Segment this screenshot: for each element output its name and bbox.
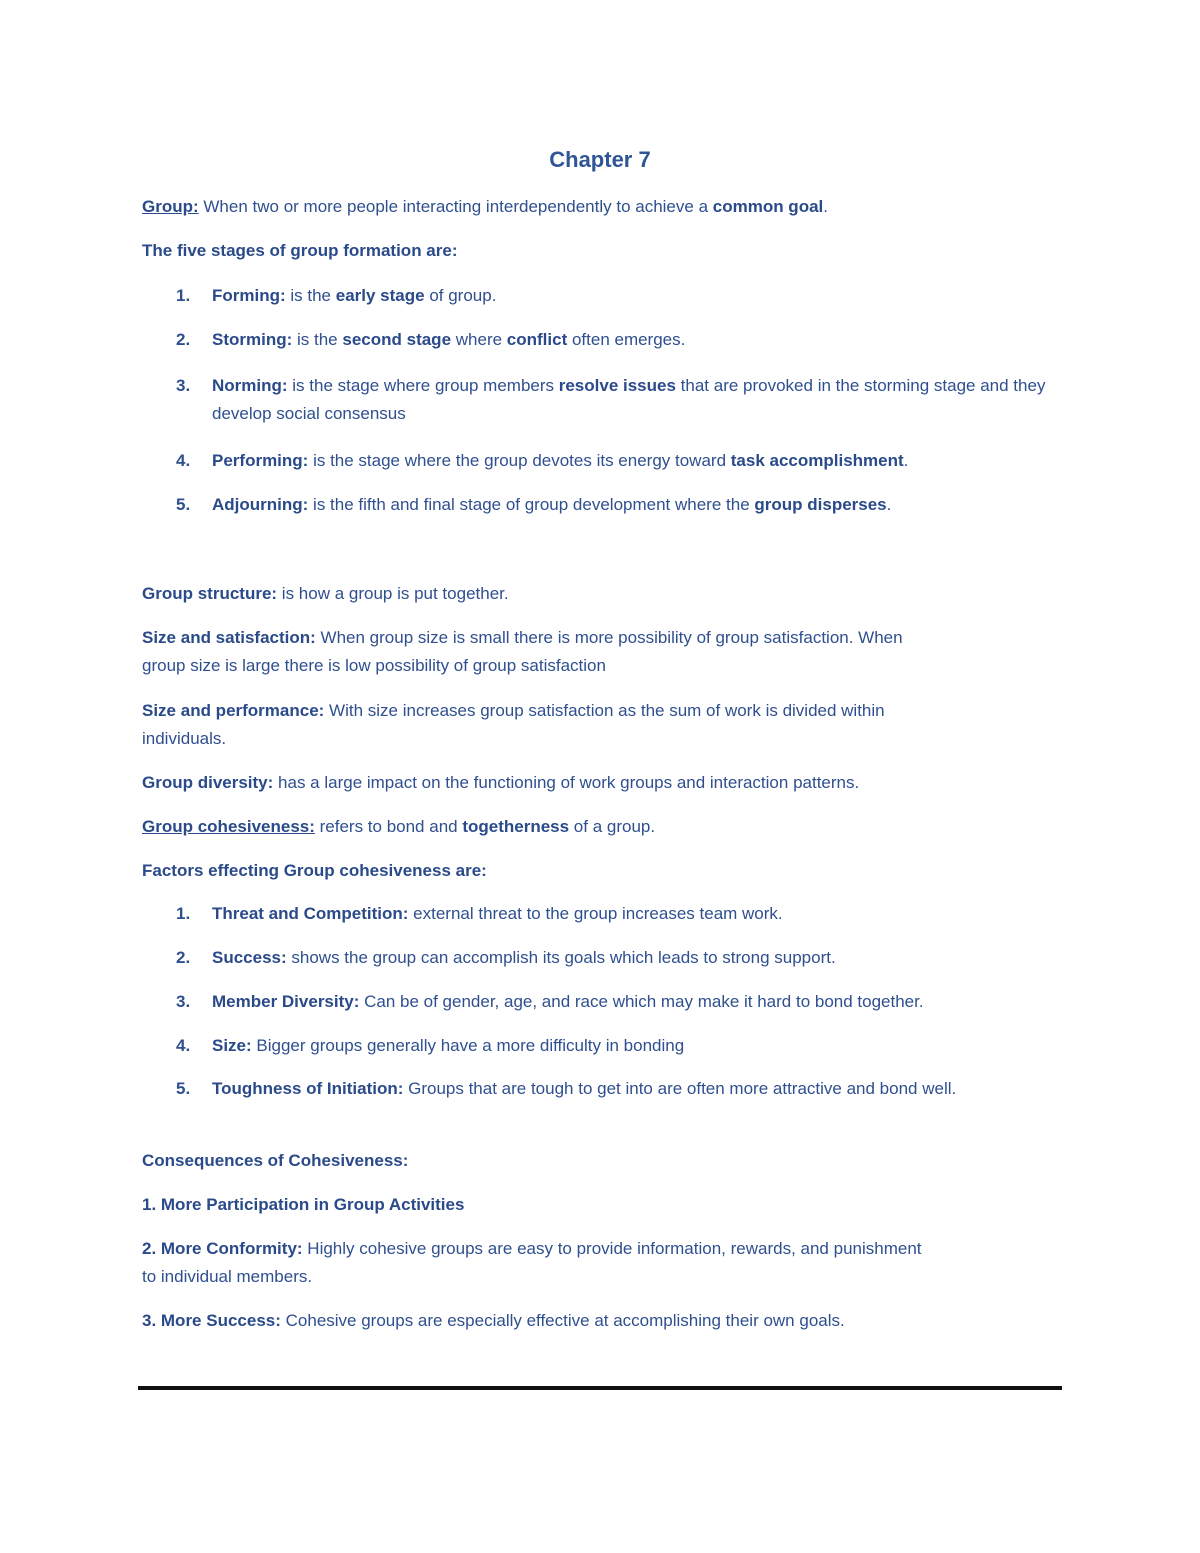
consequences-heading-text: Consequences of Cohesiveness: (142, 1151, 409, 1170)
cohesiveness-bold: togetherness (462, 817, 570, 836)
factor-number: 1. (176, 904, 191, 923)
group-term: Group: (142, 197, 199, 216)
group-text-post: . (823, 197, 828, 216)
structure-text: is how a group is put together. (277, 584, 509, 603)
consequence-text: to individual members. (142, 1267, 313, 1286)
structure-term: Group structure: (142, 584, 278, 603)
factor-item (176, 1032, 1056, 1060)
stage-text: is the stage where group members (287, 376, 559, 395)
factor-number: 5. (176, 1079, 191, 1098)
consequence-item (142, 1307, 1062, 1335)
factor-term: Toughness of Initiation: (212, 1079, 404, 1098)
stage-bold: resolve issues (558, 376, 676, 395)
stage-number: 1. (176, 286, 191, 305)
stage-item (176, 282, 1056, 310)
factor-text: Groups that are tough to get into are often more attractive and bond well. (403, 1079, 957, 1098)
factor-item (176, 944, 1056, 972)
stage-text: is the stage where the group devotes its energy toward (308, 451, 731, 470)
cohesiveness-text: of a group. (569, 817, 656, 836)
size-performance-line1: With size increases group satisfaction as the sum of work is divided within (324, 701, 885, 720)
stage-number: 2. (176, 330, 191, 349)
factor-term: Threat and Competition: (212, 904, 409, 923)
consequence-item (142, 1235, 1062, 1263)
cohesiveness-text: refers to bond and (314, 817, 463, 836)
consequence-item-cont (142, 1263, 1062, 1291)
stage-item (176, 447, 1056, 475)
group-definition (142, 193, 1062, 221)
stage-text: . (886, 495, 892, 514)
diversity-text: has a large impact on the functioning of work groups and interaction patterns. (273, 773, 860, 792)
factor-item (176, 900, 1056, 928)
stage-text: . (903, 451, 909, 470)
stage-bold: early stage (335, 286, 425, 305)
group-cohesiveness (142, 813, 1062, 841)
consequence-term: 2. More Conformity: (142, 1239, 303, 1258)
size-performance (142, 697, 1062, 725)
stage-text: that are provoked in the storming stage and they develop social consensus (212, 376, 1046, 423)
stage-bold: second stage (342, 330, 452, 349)
size-satisfaction-term: Size and satisfaction: (142, 628, 316, 647)
stage-bold: group disperses (754, 495, 887, 514)
size-satisfaction (142, 624, 1062, 652)
stage-text: is the (285, 286, 336, 305)
stage-text: often emerges. (567, 330, 686, 349)
stage-text: is the fifth and final stage of group development where the (308, 495, 755, 514)
factors-heading (142, 857, 1062, 885)
cohesiveness-term: Group cohesiveness: (142, 817, 315, 836)
factor-item (176, 1075, 1056, 1103)
horizontal-rule (138, 1386, 1062, 1390)
factor-text: shows the group can accomplish its goals which leads to strong support. (286, 948, 836, 967)
size-satisfaction-line2: group size is large there is low possibility of group satisfaction (142, 656, 606, 675)
stage-term: Forming: (212, 286, 286, 305)
factor-number: 2. (176, 948, 191, 967)
stage-text: of group. (424, 286, 497, 305)
group-structure (142, 580, 1062, 608)
stage-term: Storming: (212, 330, 293, 349)
size-satisfaction-line1: When group size is small there is more possibility of group satisfaction. When (315, 628, 903, 647)
group-text-pre: When two or more people interacting interdependently to achieve a (198, 197, 713, 216)
factor-term: Size: (212, 1036, 252, 1055)
size-performance-line2: individuals. (142, 729, 227, 748)
consequence-text: Cohesive groups are especially effective at accomplishing their own goals. (280, 1311, 845, 1330)
stage-text: is the (292, 330, 343, 349)
stage-item (176, 326, 1056, 354)
group-text-bold: common goal (712, 197, 824, 216)
factor-number: 4. (176, 1036, 191, 1055)
size-performance-cont (142, 725, 1062, 753)
stage-term: Norming: (212, 376, 288, 395)
group-diversity (142, 769, 1062, 797)
factor-term: Success: (212, 948, 287, 967)
factor-text: external threat to the group increases team work. (408, 904, 783, 923)
stage-item (176, 372, 1056, 428)
factor-number: 3. (176, 992, 191, 1011)
factor-text: Can be of gender, age, and race which may make it hard to bond together. (359, 992, 924, 1011)
consequence-item (142, 1191, 1062, 1219)
stage-term: Performing: (212, 451, 309, 470)
stage-term: Adjourning: (212, 495, 309, 514)
stage-bold: task accomplishment (730, 451, 904, 470)
stage-number: 3. (176, 376, 191, 395)
factor-text: Bigger groups generally have a more difficulty in bonding (251, 1036, 685, 1055)
consequence-text: Highly cohesive groups are easy to provide information, rewards, and punishment (302, 1239, 922, 1258)
stage-item (176, 491, 1056, 519)
consequences-heading (142, 1147, 1062, 1175)
factors-heading-text: Factors effecting Group cohesiveness are: (142, 861, 487, 880)
diversity-term: Group diversity: (142, 773, 274, 792)
stage-text: where (451, 330, 507, 349)
stage-bold: conflict (506, 330, 568, 349)
size-performance-term: Size and performance: (142, 701, 325, 720)
stage-number: 4. (176, 451, 191, 470)
consequence-term: 3. More Success: (142, 1311, 281, 1330)
factor-item (176, 988, 1056, 1016)
factor-term: Member Diversity: (212, 992, 360, 1011)
stages-heading-text: The five stages of group formation are: (142, 241, 458, 260)
size-satisfaction-cont (142, 652, 1062, 680)
stages-heading (142, 237, 1062, 265)
stage-number: 5. (176, 495, 191, 514)
page-title: Chapter 7 (549, 147, 651, 172)
consequence-term: 1. More Participation in Group Activities (142, 1195, 465, 1214)
